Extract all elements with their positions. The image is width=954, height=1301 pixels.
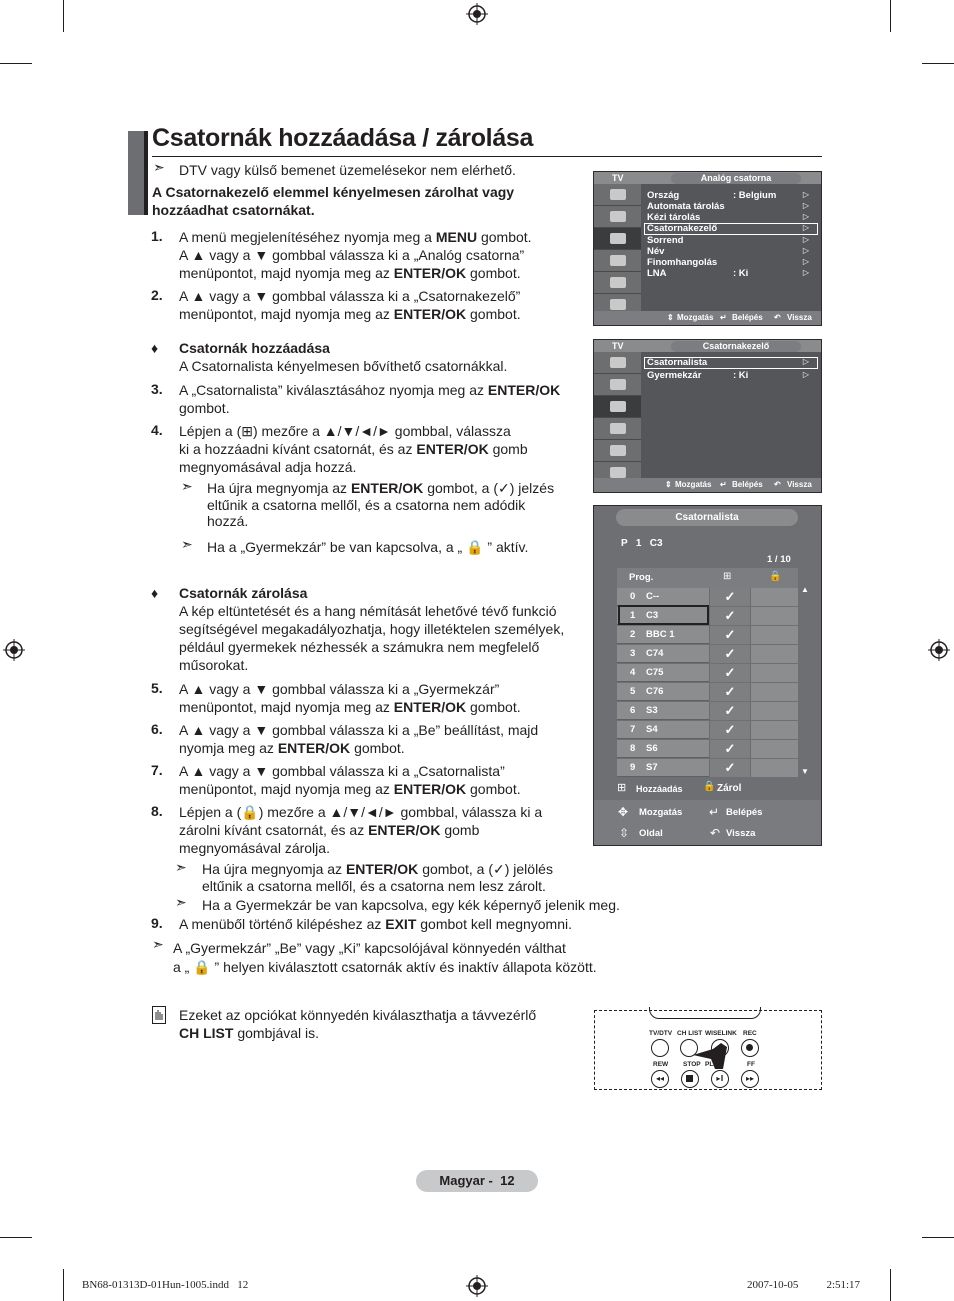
menu-item-country-value: : Belgium xyxy=(733,190,777,201)
footer-filename: BN68-01313D-01Hun-1005.indd 12 xyxy=(82,1279,249,1291)
step-4-note-b: Ha a „Gyermekzár” be van kapcsolva, a „ 🔒 ” aktív. xyxy=(207,539,529,555)
registration-mark-icon xyxy=(928,639,950,661)
row-number: 4 xyxy=(630,667,636,678)
step-number: 6. xyxy=(151,721,163,737)
step-number: 3. xyxy=(151,381,163,397)
chevron-right-icon: ▷ xyxy=(802,190,809,199)
table-row[interactable] xyxy=(617,740,798,758)
chevron-right-icon: ▷ xyxy=(802,268,809,277)
step-4-note-a: Ha újra megnyomja az ENTER/OK gombot, a (✓) jelzés eltűnik a csatorna mellől, és a csatorna nem adódik hozzá. xyxy=(207,480,555,529)
panel-footer xyxy=(594,478,821,492)
sound-menu-icon[interactable] xyxy=(594,206,641,228)
ff-label: FF xyxy=(747,1061,755,1068)
chevron-right-icon: ▷ xyxy=(802,212,809,221)
menu-item-child-lock-value: : Ki xyxy=(733,370,749,381)
crop-mark xyxy=(63,1269,64,1301)
chlist-label: CH LIST xyxy=(677,1030,703,1037)
footer-move: Mozgatás xyxy=(675,480,712,489)
check-icon[interactable]: ✓ xyxy=(709,645,751,663)
lock-cell[interactable] xyxy=(751,626,798,644)
tv-menu-panel-analog xyxy=(593,171,822,326)
step-number: 5. xyxy=(151,680,163,696)
chevron-right-icon: ▷ xyxy=(802,246,809,255)
lock-cell[interactable] xyxy=(751,721,798,739)
step-7: A ▲ vagy a ▼ gombbal válassza ki a „Csatornalista” menüpontot, majd nyomja meg az ENTER/OK gombot. xyxy=(179,763,521,797)
row-number: 1 xyxy=(630,610,636,621)
registration-mark-icon xyxy=(3,639,25,661)
step-1: A menü megjelenítéséhez nyomja meg a MENU gombot. A ▲ vagy a ▼ gombbal válassza ki a „Analóg csatorna” menüpontot, majd nyomja meg az ENTER/OK gombot. xyxy=(179,229,532,281)
input-menu-icon[interactable] xyxy=(594,272,641,294)
remote-control-illustration xyxy=(594,1010,822,1090)
row-name: S4 xyxy=(646,724,658,735)
check-icon[interactable]: ✓ xyxy=(709,740,751,758)
dtv-note: DTV vagy külső bemenet üzemelésekor nem elérhető. xyxy=(179,162,516,178)
menu-items-area xyxy=(641,352,821,479)
picture-menu-icon[interactable] xyxy=(594,352,641,374)
lock-cell[interactable] xyxy=(751,740,798,758)
enter-icon: ↵ xyxy=(709,805,720,819)
row-number: 2 xyxy=(630,629,636,640)
scroll-up-icon[interactable]: ▲ xyxy=(801,585,809,594)
row-name: S7 xyxy=(646,762,658,773)
bullet-icon: ♦ xyxy=(151,585,159,601)
step-5: A ▲ vagy a ▼ gombbal válassza ki a „Gyermekzár” menüpontot, majd nyomja meg az ENTER/OK gombot. xyxy=(179,681,521,715)
note-arrow-icon: ➣ xyxy=(175,894,187,910)
tv-menu-panel-channel-manager xyxy=(593,339,822,493)
row-number: 3 xyxy=(630,648,636,659)
footer-move: Mozgatás xyxy=(677,313,714,322)
menu-item-auto-store[interactable]: Automata tárolás xyxy=(647,201,725,212)
row-number: 7 xyxy=(630,724,636,735)
row-name: C76 xyxy=(646,686,664,697)
lock-label: Zárol xyxy=(717,783,742,794)
step-number: 4. xyxy=(151,422,163,438)
toggle-note-2: a „ 🔒 ” helyen kiválasztott csatornák aktív és inaktív állapota között. xyxy=(173,959,597,975)
row-number: 5 xyxy=(630,686,636,697)
row-selection-highlight xyxy=(618,605,709,625)
rec-button[interactable] xyxy=(741,1039,759,1057)
check-icon[interactable]: ✓ xyxy=(709,626,751,644)
row-number: 9 xyxy=(630,762,636,773)
table-row[interactable] xyxy=(617,626,798,644)
hand-note-icon xyxy=(152,1006,166,1024)
channel-menu-icon[interactable] xyxy=(594,396,641,418)
check-icon[interactable]: ✓ xyxy=(709,702,751,720)
page-indicator: 1 / 10 xyxy=(767,554,791,565)
footer-move: Mozgatás xyxy=(639,807,683,818)
check-icon[interactable]: ✓ xyxy=(709,683,751,701)
toggle-note: A „Gyermekzár” „Be” vagy „Ki” kapcsolójával könnyedén válthat xyxy=(173,940,566,956)
step-4: Lépjen a (⊞) mezőre a ▲/▼/◄/► gombbal, válassza ki a hozzáadni kívánt csatornát, és az ENTER/OK gomb megnyomásával adja hozzá. xyxy=(179,423,528,475)
lock-cell[interactable] xyxy=(751,645,798,663)
chevron-right-icon: ▷ xyxy=(802,235,809,244)
rec-label: REC xyxy=(743,1030,757,1037)
enter-icon: ↵ xyxy=(720,313,727,322)
check-icon[interactable]: ✓ xyxy=(709,607,751,625)
step-8-note-b: Ha a Gyermekzár be van kapcsolva, egy kék képernyő jelenik meg. xyxy=(202,897,620,913)
footer-page: Oldal xyxy=(639,828,663,839)
check-icon[interactable]: ✓ xyxy=(709,664,751,682)
intro-text: A Csatornakezelő elemmel kényelmesen zárolhat vagy hozzáadhat csatornákat. xyxy=(152,184,515,218)
tvdtv-label: TV/DTV xyxy=(649,1030,673,1037)
play-label: PLAY/ xyxy=(705,1061,724,1068)
crop-mark xyxy=(922,1237,954,1238)
lock-column-icon: 🔒 xyxy=(769,571,782,582)
registration-mark-icon xyxy=(466,1275,488,1297)
row-number: 6 xyxy=(630,705,636,716)
check-icon[interactable]: ✓ xyxy=(709,721,751,739)
row-name: C75 xyxy=(646,667,664,678)
footer-enter: Belépés xyxy=(732,480,763,489)
current-channel: P 1 C3 xyxy=(621,538,663,549)
setup-menu-icon[interactable] xyxy=(594,250,641,272)
page-icon: ⇳ xyxy=(619,826,630,840)
check-icon[interactable]: ✓ xyxy=(709,759,751,777)
step-9: A menüből történő kilépéshez az EXIT gombot kell megnyomni. xyxy=(179,916,573,932)
column-prog: Prog. xyxy=(629,572,654,583)
channel-list-header xyxy=(617,568,798,588)
table-row[interactable] xyxy=(617,702,798,720)
step-number: 9. xyxy=(151,915,163,931)
add-column-icon: ⊞ xyxy=(723,571,732,582)
table-row[interactable] xyxy=(617,588,798,606)
footer-timestamp: 2007-10-05 ￿￿ 2:51:17 xyxy=(747,1279,861,1291)
panel-title: Csatornalista xyxy=(616,509,798,526)
note-arrow-icon: ➣ xyxy=(175,859,187,875)
tv-label: TV xyxy=(612,341,624,351)
page-title: Csatornák hozzáadása / zárolása xyxy=(152,124,534,152)
menu-item-country[interactable]: Ország xyxy=(647,190,680,201)
row-name: C3 xyxy=(646,610,659,621)
panel-footer xyxy=(594,311,821,325)
note-arrow-icon: ➣ xyxy=(153,159,165,175)
title-bar-decoration xyxy=(128,131,144,215)
row-name: S6 xyxy=(646,743,658,754)
note-arrow-icon: ➣ xyxy=(181,478,193,494)
footer-back: Vissza xyxy=(726,828,756,839)
ff-button[interactable]: ▸▸ xyxy=(741,1070,759,1088)
stop-button[interactable] xyxy=(681,1070,699,1088)
rew-button[interactable]: ◂◂ xyxy=(651,1070,669,1088)
footer-enter: Belépés xyxy=(726,807,763,818)
input-menu-icon[interactable] xyxy=(594,440,641,462)
step-8: Lépjen a (🔒) mezőre a ▲/▼/◄/► gombbal, válassza ki a zárolni kívánt csatornát, és az ENTER/OK gomb megnyomásával zárolja. xyxy=(179,804,543,856)
scroll-down-icon[interactable]: ▼ xyxy=(801,767,809,776)
picture-menu-icon[interactable] xyxy=(594,184,641,206)
tv-label: TV xyxy=(612,173,624,183)
step-number: 1. xyxy=(151,228,163,244)
check-icon[interactable]: ✓ xyxy=(709,588,751,606)
menu-icon-column xyxy=(594,184,641,316)
step-2: A ▲ vagy a ▼ gombbal válassza ki a „Csatornakezelő” menüpontot, majd nyomja meg az ENTER/OK gombot. xyxy=(179,288,521,322)
setup-menu-icon[interactable] xyxy=(594,418,641,440)
menu-item-name[interactable]: Név xyxy=(647,246,665,257)
step-number: 7. xyxy=(151,762,163,778)
step-number: 2. xyxy=(151,287,163,303)
footer-back: Vissza xyxy=(787,480,812,489)
return-icon: ↶ xyxy=(774,313,781,322)
rew-label: REW xyxy=(653,1061,669,1068)
panel-title: Analóg csatorna xyxy=(671,173,801,184)
step-6: A ▲ vagy a ▼ gombbal válassza ki a „Be” beállítást, majd nyomja meg az ENTER/OK gombot. xyxy=(179,722,539,756)
menu-item-manual-store[interactable]: Kézi tárolás xyxy=(647,212,701,223)
chlist-note: Ezeket az opciókat könnyedén kiválaszthatja a távvezérlő CH LIST gombjával is. xyxy=(179,1007,537,1041)
table-row[interactable] xyxy=(617,721,798,739)
table-row[interactable] xyxy=(617,759,798,777)
step-number: 8. xyxy=(151,803,163,819)
move-icon: ⇕ xyxy=(665,480,672,489)
menu-item-lna[interactable]: LNA xyxy=(647,268,667,279)
lock-section: Csatornák zárolása A kép eltüntetését és a hang némítását lehetővé tévő funkció segítségével megakadályozhatja, hogy illetéktelen személyek, például gyermekek nézhessék a számukra nem megfelelő műsorokat. xyxy=(179,585,565,673)
move-icon: ✥ xyxy=(618,805,629,819)
footer-back: Vissza xyxy=(787,313,812,322)
crop-mark xyxy=(63,0,64,32)
stop-label: STOP xyxy=(683,1061,701,1068)
step-8-note-a: Ha újra megnyomja az ENTER/OK gombot, a (✓) jelölés eltűnik a csatorna mellől, és a csatorna nem lesz zárolt. xyxy=(202,861,553,894)
crop-mark xyxy=(890,0,891,32)
chevron-right-icon: ▷ xyxy=(802,257,809,266)
menu-items-area xyxy=(641,184,821,312)
enter-icon: ↵ xyxy=(720,480,727,489)
table-row[interactable] xyxy=(617,664,798,682)
lock-cell[interactable] xyxy=(751,607,798,625)
play-pause-button[interactable]: ▸‖ xyxy=(711,1070,729,1088)
note-arrow-icon: ➣ xyxy=(181,536,193,552)
row-number: 8 xyxy=(630,743,636,754)
chevron-right-icon: ▷ xyxy=(802,201,809,210)
registration-mark-icon xyxy=(466,3,488,25)
chevron-right-icon: ▷ xyxy=(802,223,809,232)
row-name: C-- xyxy=(646,591,660,602)
lock-cell[interactable] xyxy=(751,588,798,606)
crop-mark xyxy=(922,63,954,64)
sound-menu-icon[interactable] xyxy=(594,374,641,396)
table-row[interactable] xyxy=(617,683,798,701)
lock-cell[interactable] xyxy=(751,759,798,777)
add-label: Hozzáadás xyxy=(636,784,683,794)
tvdtv-button[interactable] xyxy=(651,1039,669,1057)
row-name: BBC 1 xyxy=(646,629,675,640)
step-3: A „Csatornalista” kiválasztásához nyomja meg az ENTER/OK gombot. xyxy=(179,382,561,416)
menu-item-channel-list[interactable]: Csatornalista xyxy=(647,357,708,368)
menu-icon-column xyxy=(594,352,641,484)
title-bar-decoration xyxy=(144,131,148,215)
menu-item-fine-tune[interactable]: Finomhangolás xyxy=(647,257,718,268)
panel-title: Csatornakezelő xyxy=(671,341,801,352)
crop-mark xyxy=(0,63,32,64)
lock-icon: 🔒 xyxy=(703,781,716,792)
menu-item-child-lock[interactable]: Gyermekzár xyxy=(647,370,702,381)
crop-mark xyxy=(890,1269,891,1301)
row-number: 0 xyxy=(630,591,636,602)
wiselink-label: WISELINK xyxy=(705,1030,737,1037)
move-icon: ⇕ xyxy=(667,313,674,322)
table-row[interactable] xyxy=(617,645,798,663)
lock-cell[interactable] xyxy=(751,664,798,682)
add-icon: ⊞ xyxy=(617,782,627,794)
channel-menu-icon[interactable] xyxy=(594,228,641,250)
lock-cell[interactable] xyxy=(751,702,798,720)
row-name: S3 xyxy=(646,705,658,716)
chevron-right-icon: ▷ xyxy=(802,357,809,366)
add-section: Csatornák hozzáadása A Csatornalista kényelmesen bővíthető csatornákkal. xyxy=(179,340,508,374)
return-icon: ↶ xyxy=(710,826,721,840)
note-arrow-icon: ➣ xyxy=(152,936,164,952)
menu-item-sort[interactable]: Sorrend xyxy=(647,235,684,246)
footer-enter: Belépés xyxy=(732,313,763,322)
menu-item-channel-manager[interactable]: Csatornakezelő xyxy=(647,223,718,234)
bullet-icon: ♦ xyxy=(151,340,159,356)
chevron-right-icon: ▷ xyxy=(802,370,809,379)
row-name: C74 xyxy=(646,648,664,659)
menu-item-lna-value: : Ki xyxy=(733,268,749,279)
return-icon: ↶ xyxy=(774,480,781,489)
crop-mark xyxy=(0,1237,32,1238)
page-number-badge: Magyar - 12 xyxy=(416,1170,538,1192)
title-rule xyxy=(152,156,822,157)
remote-top-buttons xyxy=(649,1007,761,1019)
lock-cell[interactable] xyxy=(751,683,798,701)
